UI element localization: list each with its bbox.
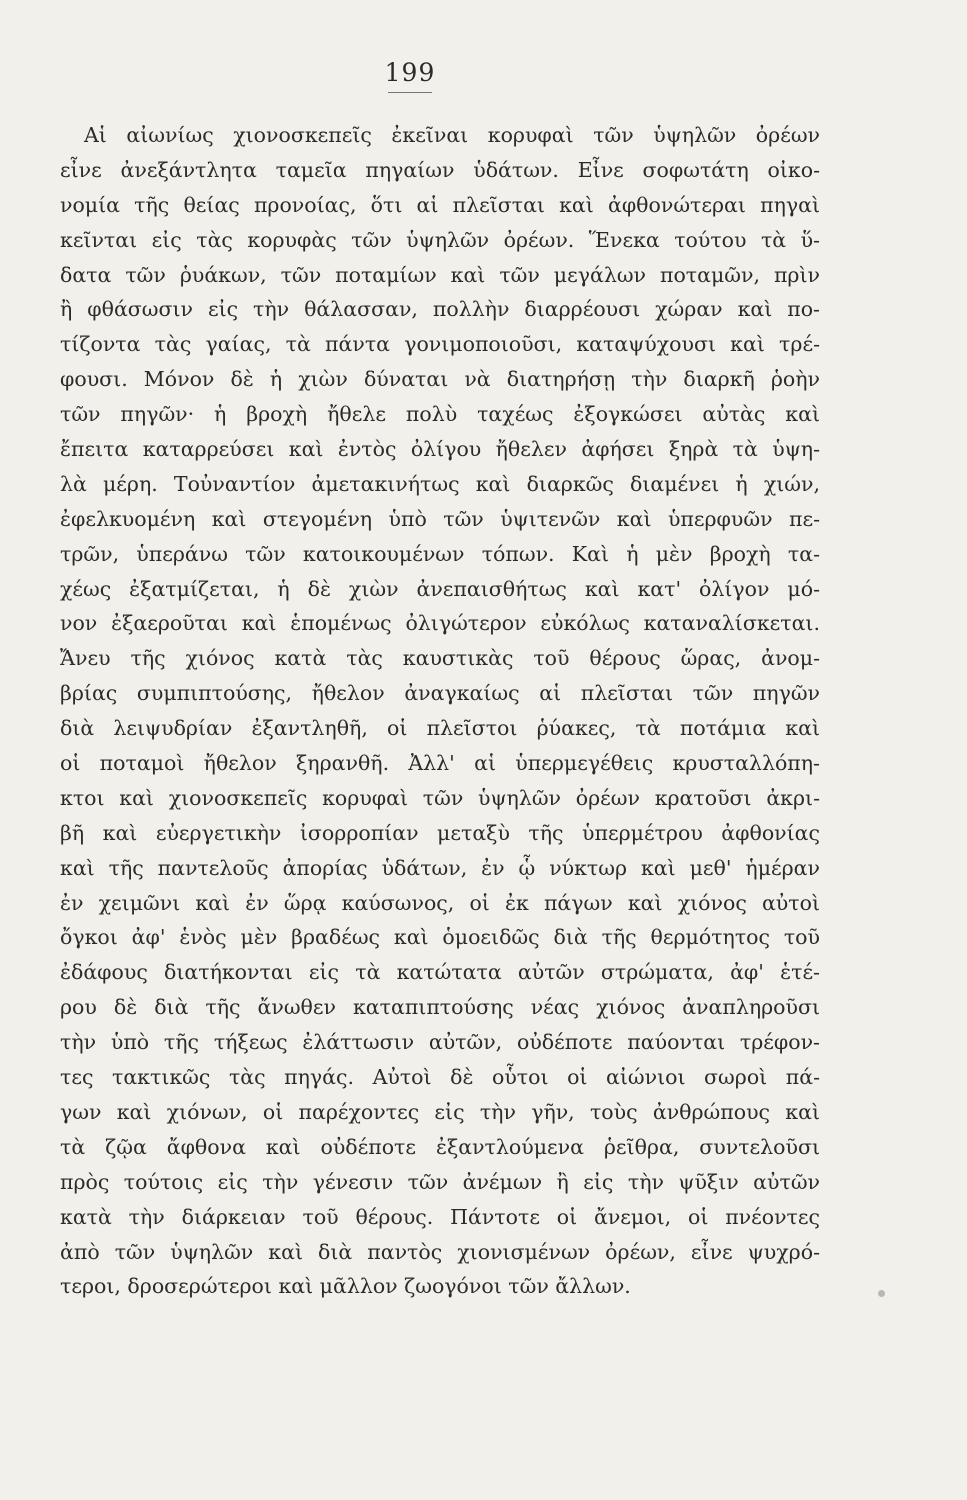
- text-line: λὰ μέρη. Τοὐναντίον ἀμετακινήτως καὶ διαρκῶς διαμένει ἡ χιών,: [60, 471, 820, 496]
- text-line: βρίας συμπιπτούσης, ἤθελον ἀναγκαίως αἱ πλεῖσται τῶν πηγῶν: [60, 681, 820, 706]
- text-line: ρου δὲ διὰ τῆς ἄνωθεν καταπιπτούσης νέας χιόνος ἀναπληροῦσι: [60, 995, 820, 1020]
- text-line: δατα τῶν ῥυάκων, τῶν ποταμίων καὶ τῶν μεγάλων ποταμῶν, πρὶν: [60, 262, 820, 287]
- text-line: ἔπειτα καταρρεύσει καὶ ἐντὸς ὀλίγου ἤθελεν ἀφήσει ξηρὰ τὰ ὑψη-: [60, 437, 820, 462]
- text-line: καὶ τῆς παντελοῦς ἀπορίας ὑδάτων, ἐν ᾧ νύκτωρ καὶ μεθ' ἡμέραν: [60, 855, 820, 880]
- text-line: ἀπὸ τῶν ὑψηλῶν καὶ διὰ παντὸς χιονισμένων ὀρέων, εἶνε ψυχρό-: [60, 1239, 820, 1264]
- body-paragraph: [60, 118, 820, 1304]
- text-line: νομία τῆς θείας προνοίας, ὅτι αἱ πλεῖσται καὶ ἀφθονώτεραι πηγαὶ: [60, 192, 820, 217]
- text-line: Ἄνευ τῆς χιόνος κατὰ τὰς καυστικὰς τοῦ θέρους ὥρας, ἀνομ-: [60, 646, 820, 671]
- text-line: τεροι, δροσερώτεροι καὶ μᾶλλον ζωογόνοι τῶν ἄλλων.: [60, 1274, 631, 1299]
- text-line: τες τακτικῶς τὰς πηγάς. Αὐτοὶ δὲ οὗτοι οἱ αἰώνιοι σωροὶ πά-: [60, 1065, 820, 1090]
- ink-speck: [878, 1290, 885, 1297]
- text-line: τὴν ὑπὸ τῆς τήξεως ἐλάττωσιν αὐτῶν, οὐδέποτε παύονται τρέφον-: [60, 1030, 820, 1055]
- text-line: πρὸς τούτοις εἰς τὴν γένεσιν τῶν ἀνέμων ἢ εἰς τὴν ψῦξιν αὐτῶν: [60, 1169, 820, 1194]
- text-line: κατὰ τὴν διάρκειαν τοῦ θέρους. Πάντοτε οἱ ἄνεμοι, οἱ πνέοντες: [60, 1204, 820, 1229]
- text-line: ἐφελκυομένη καὶ στεγομένη ὑπὸ τῶν ὑψιτενῶν καὶ ὑπερφυῶν πε-: [60, 506, 820, 531]
- text-line: διὰ λειψυδρίαν ἐξαντληθῆ, οἱ πλεῖστοι ῥύακες, τὰ ποτάμια καὶ: [60, 716, 820, 741]
- text-line: ἢ φθάσωσιν εἰς τὴν θάλασσαν, πολλὴν διαρρέουσι χώραν καὶ πο-: [60, 297, 820, 322]
- page-number-rule: [388, 92, 432, 93]
- text-line: φουσι. Μόνον δὲ ἡ χιὼν δύναται νὰ διατηρήσῃ τὴν διαρκῆ ῥοὴν: [60, 367, 820, 392]
- text-line: τὰ ζῷα ἄφθονα καὶ οὐδέποτε ἐξαντλούμενα ῥεῖθρα, συντελοῦσι: [60, 1134, 820, 1159]
- page-number: 199: [384, 58, 436, 87]
- text-line: τίζοντα τὰς γαίας, τὰ πάντα γονιμοποιοῦσι, καταψύχουσι καὶ τρέ-: [60, 332, 820, 357]
- text-line: νον ἐξαεροῦται καὶ ἑπομένως ὀλιγώτερον εὐκόλως καταναλίσκεται.: [60, 611, 820, 636]
- text-line: χέως ἐξατμίζεται, ἡ δὲ χιὼν ἀνεπαισθήτως καὶ κατ' ὀλίγον μό-: [60, 576, 820, 601]
- text-line: τῶν πηγῶν· ἡ βροχὴ ἤθελε πολὺ ταχέως ἐξογκώσει αὐτὰς καὶ: [60, 402, 820, 427]
- text-line: εἶνε ἀνεξάντλητα ταμεῖα πηγαίων ὑδάτων. Εἶνε σοφωτάτη οἰκο-: [60, 157, 820, 182]
- text-line: ἐδάφους διατήκονται εἰς τὰ κατώτατα αὐτῶν στρώματα, ἀφ' ἑτέ-: [60, 960, 820, 985]
- text-line: οἱ ποταμοὶ ἤθελον ξηρανθῆ. Ἀλλ' αἱ ὑπερμεγέθεις κρυσταλλόπη-: [60, 751, 820, 776]
- text-line: τρῶν, ὑπεράνω τῶν κατοικουμένων τόπων. Καὶ ἡ μὲν βροχὴ τα-: [60, 541, 820, 566]
- text-line: ἐν χειμῶνι καὶ ἐν ὥρᾳ καύσωνος, οἱ ἐκ πάγων καὶ χιόνος αὐτοὶ: [60, 890, 820, 915]
- text-line: κεῖνται εἰς τὰς κορυφὰς τῶν ὑψηλῶν ὀρέων. Ἕνεκα τούτου τὰ ὕ-: [60, 227, 820, 252]
- text-line: ὄγκοι ἀφ' ἑνὸς μὲν βραδέως καὶ ὁμοειδῶς διὰ τῆς θερμότητος τοῦ: [60, 925, 820, 950]
- text-line: γων καὶ χιόνων, οἱ παρέχοντες εἰς τὴν γῆν, τοὺς ἀνθρώπους καὶ: [60, 1099, 820, 1124]
- text-line: Αἱ αἰωνίως χιονοσκεπεῖς ἐκεῖναι κορυφαὶ τῶν ὑψηλῶν ὀρέων: [84, 123, 820, 147]
- text-line: βῆ καὶ εὐεργετικὴν ἰσορροπίαν μεταξὺ τῆς ὑπερμέτρου ἀφθονίας: [60, 820, 820, 845]
- text-line: κτοι καὶ χιονοσκεπεῖς κορυφαὶ τῶν ὑψηλῶν ὀρέων κρατοῦσι ἀκρι-: [60, 785, 820, 810]
